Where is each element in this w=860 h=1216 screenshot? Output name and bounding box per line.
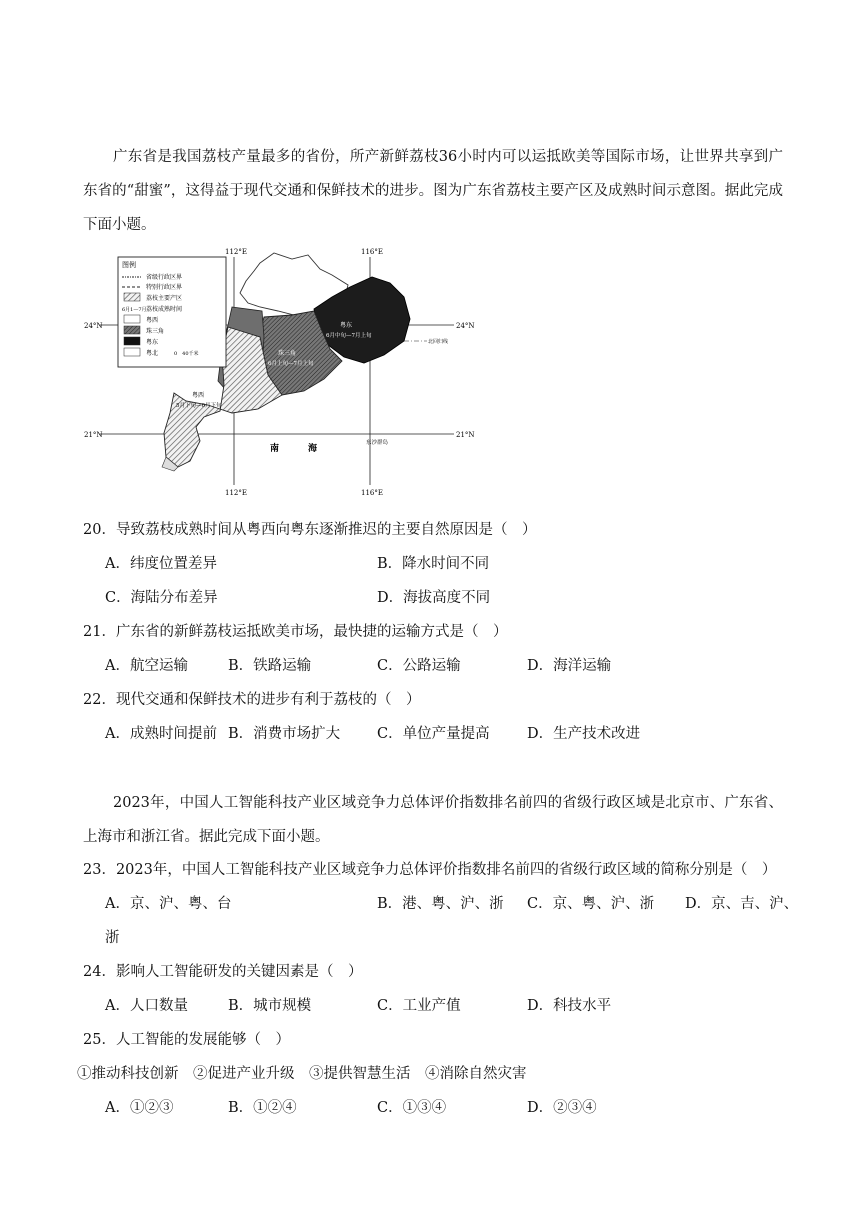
passage-1: 广东省是我国荔枝产量最多的省份，所产新鲜荔枝36小时内可以运抵欧美等国际市场，让世界共享到广东省的“甜蜜”，这得益于现代交通和保鲜技术的进步。图为广东省荔枝主要产区及成熟时间示意图。据此完成下面小题。 xyxy=(83,149,783,233)
option[interactable]: D．海拔高度不同 xyxy=(377,590,491,606)
east-dates: 6月中旬—7月上旬 xyxy=(326,333,372,339)
option[interactable]: A．人口数量 xyxy=(105,998,188,1014)
lon-label: 116°E xyxy=(361,248,383,256)
option[interactable]: D．②③④ xyxy=(527,1100,597,1116)
legend-item: 珠三角 xyxy=(146,328,165,335)
lat-label: 24°N xyxy=(84,322,103,330)
legend-item: 粤北 xyxy=(146,350,159,357)
legend-item: 特别行政区界 xyxy=(146,284,183,291)
option[interactable]: D．京、吉、沪、 xyxy=(685,896,799,912)
option[interactable]: D．生产技术改进 xyxy=(527,726,641,742)
legend xyxy=(118,257,226,367)
option[interactable]: C．工业产值 xyxy=(377,998,461,1014)
option[interactable]: B．①②④ xyxy=(228,1100,297,1116)
option[interactable]: A．航空运输 xyxy=(105,658,188,674)
east-label: 粤东 xyxy=(340,322,353,329)
option[interactable]: B．港、粤、沪、浙 xyxy=(377,896,504,912)
lon-label: 112°E xyxy=(225,489,247,497)
option[interactable]: B．铁路运输 xyxy=(228,658,312,674)
west-dates: 5月下旬—6月下旬 xyxy=(176,403,222,409)
question-25-statements: ①推动科技创新 ②促进产业升级 ③提供智慧生活 ④消除自然灾害 xyxy=(77,1066,527,1082)
sea-label: 海 xyxy=(308,444,318,454)
question-25-stem: 25．人工智能的发展能够（ ） xyxy=(83,1032,290,1048)
lychee-map xyxy=(82,245,482,500)
question-21-stem: 21．广东省的新鲜荔枝运抵欧美市场，最快捷的运输方式是（ ） xyxy=(83,624,508,640)
legend-item: 荔枝成熟时间 xyxy=(146,306,183,313)
option[interactable]: B．降水时间不同 xyxy=(377,556,490,572)
option[interactable]: C．①③④ xyxy=(377,1100,447,1116)
legend-date: 6月1—7月 xyxy=(122,307,147,313)
prd-dates: 6月上旬—7月上旬 xyxy=(268,361,314,367)
lat-label: 21°N xyxy=(456,431,475,439)
option[interactable]: A．京、沪、粤、台 xyxy=(105,896,232,912)
option[interactable]: B．消费市场扩大 xyxy=(228,726,341,742)
legend-item: 荔枝主要产区 xyxy=(146,295,183,302)
sea-label: 南 xyxy=(270,444,280,454)
option[interactable]: C．海陆分布差异 xyxy=(105,590,218,606)
legend-item: 粤东 xyxy=(146,339,159,346)
lon-label: 116°E xyxy=(361,489,383,497)
prd-label: 珠三角 xyxy=(278,350,297,357)
lon-label: 112°E xyxy=(225,248,247,256)
option[interactable]: D．科技水平 xyxy=(527,998,612,1014)
question-22-stem: 22．现代交通和保鲜技术的进步有利于荔枝的（ ） xyxy=(83,692,421,708)
question-20-stem: 20．导致荔枝成熟时间从粤西向粤东逐渐推迟的主要自然原因是（ ） xyxy=(83,522,537,538)
lat-label: 21°N xyxy=(84,431,103,439)
option[interactable]: C．公路运输 xyxy=(377,658,461,674)
passage-2: 2023年，中国人工智能科技产业区域竞争力总体评价指数排名前四的省级行政区域是北京市、广东省、上海市和浙江省。据此完成下面小题。 xyxy=(83,795,783,845)
option[interactable]: D．海洋运输 xyxy=(527,658,612,674)
legend-title: 图例 xyxy=(122,261,136,269)
option[interactable]: A．①②③ xyxy=(105,1100,174,1116)
legend-scale: 0 40千米 xyxy=(174,351,199,357)
lat-label: 24°N xyxy=(456,322,475,330)
question-24-stem: 24．影响人工智能研发的关键因素是（ ） xyxy=(83,964,363,980)
option[interactable]: C．单位产量提高 xyxy=(377,726,490,742)
option-wrap: 浙 xyxy=(105,930,120,946)
option[interactable]: A．纬度位置差异 xyxy=(105,556,217,572)
islands-label: 东沙群岛 xyxy=(366,440,389,446)
question-23-stem: 23．2023年，中国人工智能科技产业区域竞争力总体评价指数排名前四的省级行政区域的简称分别是（ ） xyxy=(83,862,777,878)
option[interactable]: C．京、粤、沪、浙 xyxy=(527,896,655,912)
west-label: 粤西 xyxy=(192,392,205,399)
option[interactable]: A．成熟时间提前 xyxy=(105,726,217,742)
legend-item: 粤西 xyxy=(146,317,159,324)
option[interactable]: B．城市规模 xyxy=(228,998,312,1014)
tropic-label: 北回归线 xyxy=(428,339,449,345)
legend-item: 省级行政区界 xyxy=(146,274,183,281)
